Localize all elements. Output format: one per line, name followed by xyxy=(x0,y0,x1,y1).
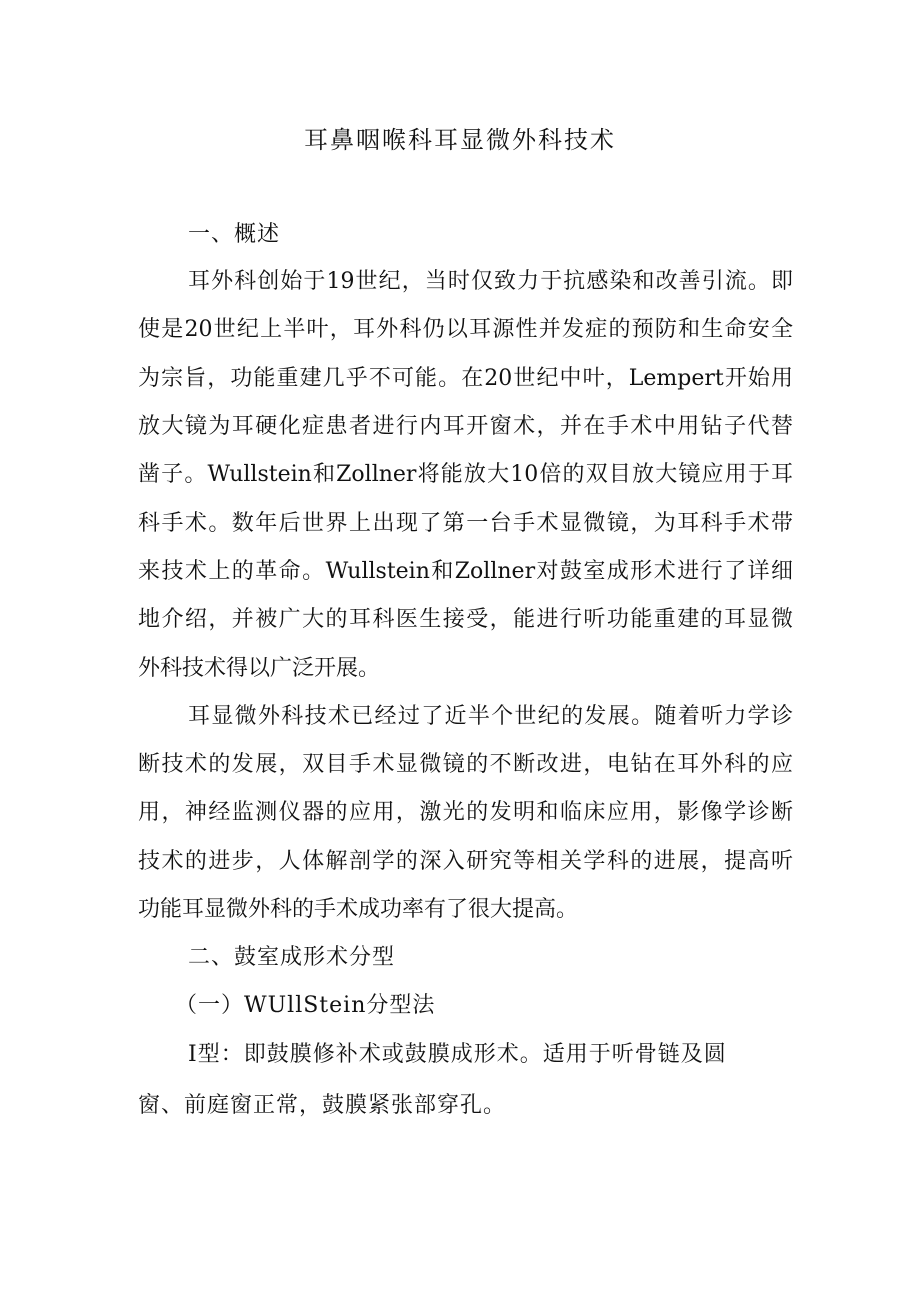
paragraph-line: 来技术上的革命。Wullstein和Zollner对鼓室成形术进行了详细 xyxy=(138,559,793,584)
section-heading-overview: 一、概述 xyxy=(188,222,281,247)
paragraph-line: 地介绍，并被广大的耳科医生接受，能进行听功能重建的耳显微 xyxy=(138,607,793,632)
paragraph-line: 科手术。数年后世界上出现了第一台手术显微镜，为耳科手术带 xyxy=(138,511,793,536)
type1-line: 窗、前庭窗正常，鼓膜紧张部穿孔。 xyxy=(138,1093,507,1118)
paragraph-line: 耳显微外科技术已经过了近半个世纪的发展。随着听力学诊 xyxy=(188,704,793,729)
paragraph-line: 技术的进步，人体解剖学的深入研究等相关学科的进展，提高听 xyxy=(138,849,793,874)
document-title: 耳鼻咽喉科耳显微外科技术 xyxy=(304,126,616,154)
paragraph-line: 耳外科创始于19世纪，当时仅致力于抗感染和改善引流。即 xyxy=(188,269,793,294)
paragraph-line: 用，神经监测仪器的应用，激光的发明和临床应用，影像学诊断 xyxy=(138,800,793,825)
paragraph-line: 使是20世纪上半叶，耳外科仍以耳源性并发症的预防和生命安全 xyxy=(138,317,793,342)
paragraph-line: 外科技术得以广泛开展。 xyxy=(138,656,381,681)
paragraph-line: 为宗旨，功能重建几乎不可能。在20世纪中叶，Lempert开始用 xyxy=(138,366,793,391)
section-heading-classification: 二、鼓室成形术分型 xyxy=(188,945,396,970)
subsection-heading-wullstein: （一）WUllStein分型法 xyxy=(175,993,436,1018)
paragraph-line: 凿子。Wullstein和Zollner将能放大10倍的双目放大镜应用于耳 xyxy=(138,462,793,487)
paragraph-line: 断技术的发展，双目手术显微镜的不断改进，电钻在耳外科的应 xyxy=(138,752,793,777)
type1-line: I型：即鼓膜修补术或鼓膜成形术。适用于听骨链及圆 xyxy=(188,1042,727,1067)
paragraph-line: 放大镜为耳硬化症患者进行内耳开窗术，并在手术中用钻子代替 xyxy=(138,414,793,439)
paragraph-line: 功能耳显微外科的手术成功率有了很大提高。 xyxy=(138,897,579,922)
